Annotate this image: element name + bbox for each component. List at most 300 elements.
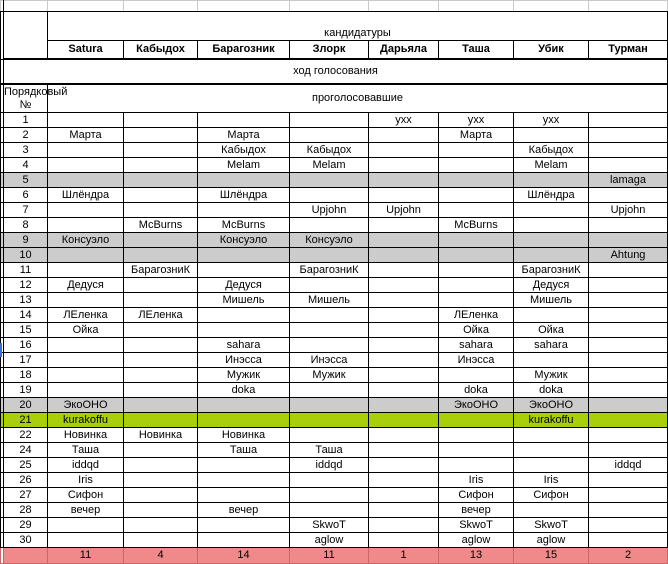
vote-cell[interactable] bbox=[198, 473, 290, 488]
vote-cell[interactable] bbox=[369, 368, 439, 383]
vote-cell[interactable] bbox=[124, 338, 198, 353]
vote-cell[interactable] bbox=[124, 143, 198, 158]
vote-cell[interactable] bbox=[290, 428, 369, 443]
row-number-cell[interactable]: 2 bbox=[4, 128, 48, 143]
vote-cell[interactable]: Мужик bbox=[514, 368, 589, 383]
total-cell[interactable]: 1 bbox=[369, 548, 439, 564]
vote-cell[interactable]: McBurns bbox=[439, 218, 514, 233]
vote-cell[interactable]: SkwoT bbox=[439, 518, 514, 533]
vote-cell[interactable] bbox=[48, 353, 124, 368]
vote-cell[interactable]: Марта bbox=[198, 128, 290, 143]
vote-cell[interactable]: aglow bbox=[514, 533, 589, 548]
vote-cell[interactable] bbox=[589, 413, 668, 428]
vote-cell[interactable] bbox=[198, 413, 290, 428]
vote-cell[interactable] bbox=[290, 248, 369, 263]
vote-cell[interactable] bbox=[589, 158, 668, 173]
vote-cell[interactable]: iddqd bbox=[48, 458, 124, 473]
vote-cell[interactable]: aglow bbox=[439, 533, 514, 548]
vote-cell[interactable] bbox=[198, 203, 290, 218]
vote-cell[interactable]: lamaga bbox=[589, 173, 668, 188]
total-cell[interactable]: 11 bbox=[290, 548, 369, 564]
total-cell[interactable]: 2 bbox=[589, 548, 668, 564]
vote-cell[interactable] bbox=[198, 518, 290, 533]
vote-cell[interactable] bbox=[124, 518, 198, 533]
vote-cell[interactable] bbox=[369, 248, 439, 263]
vote-cell[interactable] bbox=[514, 128, 589, 143]
vote-cell[interactable] bbox=[514, 503, 589, 518]
vote-cell[interactable] bbox=[290, 323, 369, 338]
vote-cell[interactable] bbox=[290, 413, 369, 428]
vote-cell[interactable] bbox=[290, 128, 369, 143]
vote-cell[interactable] bbox=[439, 293, 514, 308]
vote-cell[interactable] bbox=[589, 518, 668, 533]
vote-cell[interactable] bbox=[290, 338, 369, 353]
vote-cell[interactable]: Инэсса bbox=[439, 353, 514, 368]
vote-cell[interactable] bbox=[439, 413, 514, 428]
vote-cell[interactable] bbox=[439, 188, 514, 203]
vote-cell[interactable] bbox=[124, 533, 198, 548]
vote-cell[interactable] bbox=[48, 518, 124, 533]
vote-cell[interactable]: Консуэло bbox=[48, 233, 124, 248]
candidate-header[interactable]: Убик bbox=[514, 41, 589, 60]
table-row bbox=[1, 323, 668, 338]
vote-cell[interactable]: Ahtung bbox=[589, 248, 668, 263]
vote-cell[interactable] bbox=[124, 413, 198, 428]
row-number-cell[interactable]: 26 bbox=[4, 473, 48, 488]
table-row bbox=[1, 488, 668, 503]
vote-cell[interactable]: ЭкоОНО bbox=[514, 398, 589, 413]
vote-cell[interactable]: Кабыдох bbox=[198, 143, 290, 158]
vote-cell[interactable]: Мишель bbox=[198, 293, 290, 308]
vote-cell[interactable] bbox=[290, 188, 369, 203]
vote-cell[interactable] bbox=[514, 248, 589, 263]
vote-cell[interactable]: вечер bbox=[439, 503, 514, 518]
candidate-header[interactable]: Турман bbox=[589, 41, 668, 60]
vote-cell[interactable]: Ойка bbox=[48, 323, 124, 338]
vote-cell[interactable]: ухх bbox=[514, 113, 589, 128]
vote-cell[interactable] bbox=[439, 263, 514, 278]
vote-cell[interactable] bbox=[48, 113, 124, 128]
vote-cell[interactable] bbox=[589, 368, 668, 383]
totals-row bbox=[1, 548, 668, 564]
candidate-header[interactable]: Satura bbox=[48, 41, 124, 60]
vote-cell[interactable] bbox=[124, 248, 198, 263]
vote-cell[interactable]: McBurns bbox=[124, 218, 198, 233]
voters-title-row bbox=[1, 84, 668, 113]
vote-cell[interactable] bbox=[124, 113, 198, 128]
vote-cell[interactable]: БарагозниК bbox=[514, 263, 589, 278]
total-cell[interactable]: 11 bbox=[48, 548, 124, 564]
vote-cell[interactable] bbox=[589, 443, 668, 458]
vote-cell[interactable] bbox=[439, 443, 514, 458]
vote-cell[interactable]: Дедуся bbox=[48, 278, 124, 293]
vote-cell[interactable] bbox=[369, 293, 439, 308]
vote-cell[interactable] bbox=[124, 158, 198, 173]
table-row bbox=[1, 143, 668, 158]
vote-cell[interactable]: Iris bbox=[48, 473, 124, 488]
vote-cell[interactable]: Марта bbox=[48, 128, 124, 143]
row-number-cell[interactable]: 29 bbox=[4, 518, 48, 533]
voting-title-row bbox=[1, 59, 668, 84]
vote-cell[interactable] bbox=[198, 533, 290, 548]
vote-cell[interactable] bbox=[439, 233, 514, 248]
vote-cell[interactable] bbox=[290, 473, 369, 488]
vote-cell[interactable] bbox=[369, 383, 439, 398]
candidate-header[interactable]: Кабыдох bbox=[124, 41, 198, 60]
vote-cell[interactable]: Кабыдох bbox=[514, 143, 589, 158]
vote-cell[interactable]: Upjohn bbox=[589, 203, 668, 218]
vote-cell[interactable]: Мужик bbox=[290, 368, 369, 383]
vote-cell[interactable] bbox=[290, 503, 369, 518]
vote-cell[interactable] bbox=[369, 278, 439, 293]
table-row bbox=[1, 353, 668, 368]
row-number-cell[interactable]: 27 bbox=[4, 488, 48, 503]
total-cell[interactable]: 15 bbox=[514, 548, 589, 564]
candidate-names-row bbox=[1, 41, 668, 60]
table-row bbox=[1, 233, 668, 248]
index-header[interactable]: Порядковый № bbox=[4, 85, 68, 111]
vote-cell[interactable]: Шлёндра bbox=[514, 188, 589, 203]
row-number-cell[interactable]: 5 bbox=[4, 173, 48, 188]
vote-cell[interactable] bbox=[514, 203, 589, 218]
row-number-cell[interactable]: 24 bbox=[4, 443, 48, 458]
vote-cell[interactable] bbox=[369, 503, 439, 518]
vote-cell[interactable] bbox=[124, 488, 198, 503]
table-row bbox=[1, 203, 668, 218]
vote-cell[interactable] bbox=[514, 308, 589, 323]
row-number-cell[interactable]: 28 bbox=[4, 503, 48, 518]
voters-title[interactable]: проголосовавшие bbox=[48, 84, 668, 113]
table-row bbox=[1, 383, 668, 398]
candidate-header[interactable]: Злорк bbox=[290, 41, 369, 60]
vote-cell[interactable]: Марта bbox=[439, 128, 514, 143]
vote-cell[interactable]: Кабыдох bbox=[290, 143, 369, 158]
corner-cell[interactable] bbox=[4, 12, 48, 60]
vote-cell[interactable] bbox=[48, 383, 124, 398]
vote-cell[interactable] bbox=[369, 143, 439, 158]
vote-cell[interactable] bbox=[369, 233, 439, 248]
row-number-cell[interactable]: 1 bbox=[4, 113, 48, 128]
vote-cell[interactable] bbox=[369, 188, 439, 203]
table-row bbox=[1, 173, 668, 188]
vote-cell[interactable] bbox=[124, 443, 198, 458]
vote-cell[interactable] bbox=[369, 413, 439, 428]
vote-cell[interactable] bbox=[198, 173, 290, 188]
vote-cell[interactable] bbox=[198, 113, 290, 128]
vote-cell[interactable] bbox=[589, 293, 668, 308]
vote-cell[interactable] bbox=[589, 278, 668, 293]
vote-cell[interactable]: Инэсса bbox=[290, 353, 369, 368]
vote-cell[interactable]: Новинка bbox=[198, 428, 290, 443]
vote-cell[interactable] bbox=[439, 368, 514, 383]
candidates-title-row bbox=[1, 12, 668, 41]
vote-cell[interactable] bbox=[290, 308, 369, 323]
vote-cell[interactable] bbox=[589, 263, 668, 278]
vote-cell[interactable] bbox=[290, 278, 369, 293]
vote-cell[interactable]: sahara bbox=[439, 338, 514, 353]
vote-cell[interactable]: Таша bbox=[290, 443, 369, 458]
vote-cell[interactable] bbox=[439, 428, 514, 443]
vote-cell[interactable] bbox=[369, 158, 439, 173]
vote-cell[interactable]: БарагозниК bbox=[124, 263, 198, 278]
vote-cell[interactable]: Upjohn bbox=[369, 203, 439, 218]
vote-cell[interactable]: ЛЕленка bbox=[48, 308, 124, 323]
vote-cell[interactable]: SkwoT bbox=[290, 518, 369, 533]
row-number-cell[interactable]: 15 bbox=[4, 323, 48, 338]
vote-cell[interactable]: sahara bbox=[514, 338, 589, 353]
vote-cell[interactable]: Melam bbox=[198, 158, 290, 173]
vote-cell[interactable] bbox=[589, 398, 668, 413]
vote-cell[interactable] bbox=[589, 308, 668, 323]
table-row bbox=[1, 368, 668, 383]
vote-cell[interactable]: ЭкоОНО bbox=[439, 398, 514, 413]
vote-cell[interactable] bbox=[198, 263, 290, 278]
vote-cell[interactable]: Сифон bbox=[439, 488, 514, 503]
vote-cell[interactable] bbox=[124, 368, 198, 383]
vote-cell[interactable] bbox=[514, 443, 589, 458]
row-number-cell[interactable]: 19 bbox=[4, 383, 48, 398]
vote-cell[interactable] bbox=[48, 158, 124, 173]
vote-cell[interactable] bbox=[439, 143, 514, 158]
vote-cell[interactable]: Новинка bbox=[48, 428, 124, 443]
vote-cell[interactable] bbox=[369, 533, 439, 548]
total-cell[interactable]: 4 bbox=[124, 548, 198, 564]
vote-cell[interactable] bbox=[124, 383, 198, 398]
vote-cell[interactable] bbox=[124, 323, 198, 338]
vote-cell[interactable]: SkwoT bbox=[514, 518, 589, 533]
vote-cell[interactable] bbox=[48, 218, 124, 233]
candidate-header[interactable]: Таша bbox=[439, 41, 514, 60]
vote-cell[interactable] bbox=[439, 173, 514, 188]
vote-cell[interactable] bbox=[124, 293, 198, 308]
voting-title[interactable]: ход голосования bbox=[4, 59, 668, 84]
vote-cell[interactable] bbox=[589, 128, 668, 143]
vote-cell[interactable]: doka bbox=[198, 383, 290, 398]
vote-cell[interactable] bbox=[290, 113, 369, 128]
vote-cell[interactable] bbox=[589, 353, 668, 368]
vote-cell[interactable] bbox=[290, 173, 369, 188]
vote-cell[interactable] bbox=[198, 458, 290, 473]
vote-cell[interactable] bbox=[439, 278, 514, 293]
vote-cell[interactable]: Мужик bbox=[198, 368, 290, 383]
vote-cell[interactable] bbox=[589, 323, 668, 338]
vote-cell[interactable] bbox=[48, 533, 124, 548]
vote-cell[interactable]: Консуэло bbox=[290, 233, 369, 248]
vote-cell[interactable]: Iris bbox=[514, 473, 589, 488]
vote-cell[interactable] bbox=[589, 188, 668, 203]
vote-cell[interactable] bbox=[369, 323, 439, 338]
vote-cell[interactable] bbox=[589, 338, 668, 353]
row-number-cell[interactable]: 20 bbox=[4, 398, 48, 413]
vote-cell[interactable]: Таша bbox=[198, 443, 290, 458]
candidate-header[interactable]: Дарьяла bbox=[369, 41, 439, 60]
table-row bbox=[1, 473, 668, 488]
vote-cell[interactable] bbox=[589, 473, 668, 488]
vote-cell[interactable] bbox=[369, 443, 439, 458]
vote-cell[interactable] bbox=[589, 533, 668, 548]
vote-cell[interactable] bbox=[290, 488, 369, 503]
vote-cell[interactable]: aglow bbox=[290, 533, 369, 548]
vote-cell[interactable] bbox=[514, 428, 589, 443]
vote-cell[interactable]: вечер bbox=[198, 503, 290, 518]
vote-cell[interactable]: iddqd bbox=[589, 458, 668, 473]
vote-cell[interactable] bbox=[589, 233, 668, 248]
vote-cell[interactable] bbox=[369, 173, 439, 188]
vote-cell[interactable] bbox=[48, 248, 124, 263]
vote-cell[interactable]: Upjohn bbox=[290, 203, 369, 218]
vote-cell[interactable] bbox=[589, 503, 668, 518]
vote-cell[interactable]: Шлёндра bbox=[198, 188, 290, 203]
totals-label-cell[interactable] bbox=[4, 548, 48, 564]
vote-cell[interactable] bbox=[514, 233, 589, 248]
row-number-cell[interactable]: 13 bbox=[4, 293, 48, 308]
vote-cell[interactable] bbox=[369, 398, 439, 413]
vote-cell[interactable] bbox=[124, 503, 198, 518]
vote-cell[interactable] bbox=[48, 263, 124, 278]
vote-cell[interactable]: ЭкоОНО bbox=[48, 398, 124, 413]
vote-cell[interactable]: Инэсса bbox=[198, 353, 290, 368]
row-number-cell[interactable]: 14 bbox=[4, 308, 48, 323]
vote-cell[interactable]: Шлёндра bbox=[48, 188, 124, 203]
vote-cell[interactable]: ЛЕленка bbox=[439, 308, 514, 323]
vote-cell[interactable] bbox=[369, 488, 439, 503]
vote-cell[interactable] bbox=[48, 203, 124, 218]
vote-cell[interactable] bbox=[514, 173, 589, 188]
row-number-cell[interactable]: 9 bbox=[4, 233, 48, 248]
vote-cell[interactable] bbox=[514, 218, 589, 233]
row-number-cell[interactable]: 7 bbox=[4, 203, 48, 218]
vote-cell[interactable] bbox=[124, 173, 198, 188]
vote-cell[interactable] bbox=[124, 188, 198, 203]
vote-cell[interactable] bbox=[198, 398, 290, 413]
vote-cell[interactable]: Дедуся bbox=[514, 278, 589, 293]
candidate-header[interactable]: Барагозник bbox=[198, 41, 290, 60]
vote-cell[interactable] bbox=[369, 473, 439, 488]
vote-cell[interactable] bbox=[124, 233, 198, 248]
vote-cell[interactable]: Мишель bbox=[290, 293, 369, 308]
vote-cell[interactable] bbox=[369, 518, 439, 533]
vote-cell[interactable] bbox=[124, 398, 198, 413]
vote-cell[interactable]: Мишель bbox=[514, 293, 589, 308]
row-number-cell[interactable]: 21 bbox=[4, 413, 48, 428]
vote-cell[interactable]: Iris bbox=[439, 473, 514, 488]
vote-cell[interactable]: iddqd bbox=[290, 458, 369, 473]
vote-cell[interactable]: kurakoffu bbox=[514, 413, 589, 428]
vote-cell[interactable]: Melam bbox=[514, 158, 589, 173]
row-number-cell[interactable]: 4 bbox=[4, 158, 48, 173]
row-number-cell[interactable]: 17 bbox=[4, 353, 48, 368]
vote-cell[interactable] bbox=[48, 368, 124, 383]
row-number-cell[interactable]: 30 bbox=[4, 533, 48, 548]
vote-cell[interactable] bbox=[124, 278, 198, 293]
total-cell[interactable]: 13 bbox=[439, 548, 514, 564]
vote-cell[interactable]: doka bbox=[514, 383, 589, 398]
vote-cell[interactable] bbox=[369, 218, 439, 233]
vote-cell[interactable] bbox=[369, 308, 439, 323]
vote-cell[interactable] bbox=[198, 308, 290, 323]
vote-cell[interactable] bbox=[124, 203, 198, 218]
vote-cell[interactable]: Консуэло bbox=[198, 233, 290, 248]
vote-cell[interactable] bbox=[124, 128, 198, 143]
vote-cell[interactable] bbox=[439, 158, 514, 173]
vote-cell[interactable]: sahara bbox=[198, 338, 290, 353]
vote-cell[interactable] bbox=[589, 383, 668, 398]
vote-cell[interactable]: Ойка bbox=[514, 323, 589, 338]
row-number-cell[interactable]: 25 bbox=[4, 458, 48, 473]
vote-cell[interactable] bbox=[198, 488, 290, 503]
vote-cell[interactable] bbox=[198, 248, 290, 263]
vote-cell[interactable] bbox=[589, 113, 668, 128]
vote-cell[interactable] bbox=[514, 458, 589, 473]
row-number-cell[interactable]: 16 bbox=[4, 338, 48, 353]
vote-cell[interactable]: ЛЕленка bbox=[124, 308, 198, 323]
row-number-cell[interactable]: 3 bbox=[4, 143, 48, 158]
vote-cell[interactable]: Таша bbox=[48, 443, 124, 458]
vote-cell[interactable]: McBurns bbox=[198, 218, 290, 233]
vote-cell[interactable]: Melam bbox=[290, 158, 369, 173]
vote-cell[interactable] bbox=[290, 398, 369, 413]
vote-cell[interactable] bbox=[369, 338, 439, 353]
vote-cell[interactable] bbox=[369, 263, 439, 278]
vote-cell[interactable]: Новинка bbox=[124, 428, 198, 443]
vote-cell[interactable] bbox=[589, 488, 668, 503]
vote-cell[interactable]: вечер bbox=[48, 503, 124, 518]
row-number-cell[interactable]: 12 bbox=[4, 278, 48, 293]
vote-cell[interactable] bbox=[290, 383, 369, 398]
row-number-cell[interactable]: 18 bbox=[4, 368, 48, 383]
vote-cell[interactable] bbox=[589, 143, 668, 158]
vote-cell[interactable] bbox=[48, 293, 124, 308]
vote-cell[interactable] bbox=[514, 353, 589, 368]
vote-cell[interactable]: БарагозниК bbox=[290, 263, 369, 278]
vote-cell[interactable] bbox=[290, 218, 369, 233]
vote-cell[interactable] bbox=[369, 428, 439, 443]
vote-cell[interactable] bbox=[439, 248, 514, 263]
vote-cell[interactable] bbox=[48, 173, 124, 188]
vote-cell[interactable] bbox=[369, 458, 439, 473]
vote-cell[interactable] bbox=[124, 458, 198, 473]
vote-cell[interactable]: Сифон bbox=[48, 488, 124, 503]
table-row bbox=[1, 443, 668, 458]
row-number-cell[interactable]: 8 bbox=[4, 218, 48, 233]
vote-cell[interactable] bbox=[48, 338, 124, 353]
vote-cell[interactable]: ухх bbox=[439, 113, 514, 128]
vote-cell[interactable]: Ойка bbox=[439, 323, 514, 338]
vote-cell[interactable]: doka bbox=[439, 383, 514, 398]
row-number-cell[interactable]: 10 bbox=[4, 248, 48, 263]
row-number-cell[interactable]: 11 bbox=[4, 263, 48, 278]
vote-cell[interactable] bbox=[369, 128, 439, 143]
vote-cell[interactable] bbox=[198, 323, 290, 338]
vote-cell[interactable]: ухх bbox=[369, 113, 439, 128]
row-number-cell[interactable]: 6 bbox=[4, 188, 48, 203]
vote-cell[interactable] bbox=[439, 203, 514, 218]
vote-cell[interactable] bbox=[124, 473, 198, 488]
vote-cell[interactable] bbox=[124, 353, 198, 368]
vote-cell[interactable]: Сифон bbox=[514, 488, 589, 503]
vote-cell[interactable]: Дедуся bbox=[198, 278, 290, 293]
vote-cell[interactable] bbox=[589, 428, 668, 443]
candidates-title[interactable]: кандидатуры bbox=[48, 12, 668, 41]
row-number-cell[interactable]: 22 bbox=[4, 428, 48, 443]
total-cell[interactable]: 14 bbox=[198, 548, 290, 564]
vote-cell[interactable]: kurakoffu bbox=[48, 413, 124, 428]
vote-cell[interactable] bbox=[369, 353, 439, 368]
table-row bbox=[1, 263, 668, 278]
vote-cell[interactable] bbox=[589, 218, 668, 233]
vote-cell[interactable] bbox=[439, 458, 514, 473]
vote-cell[interactable] bbox=[48, 143, 124, 158]
